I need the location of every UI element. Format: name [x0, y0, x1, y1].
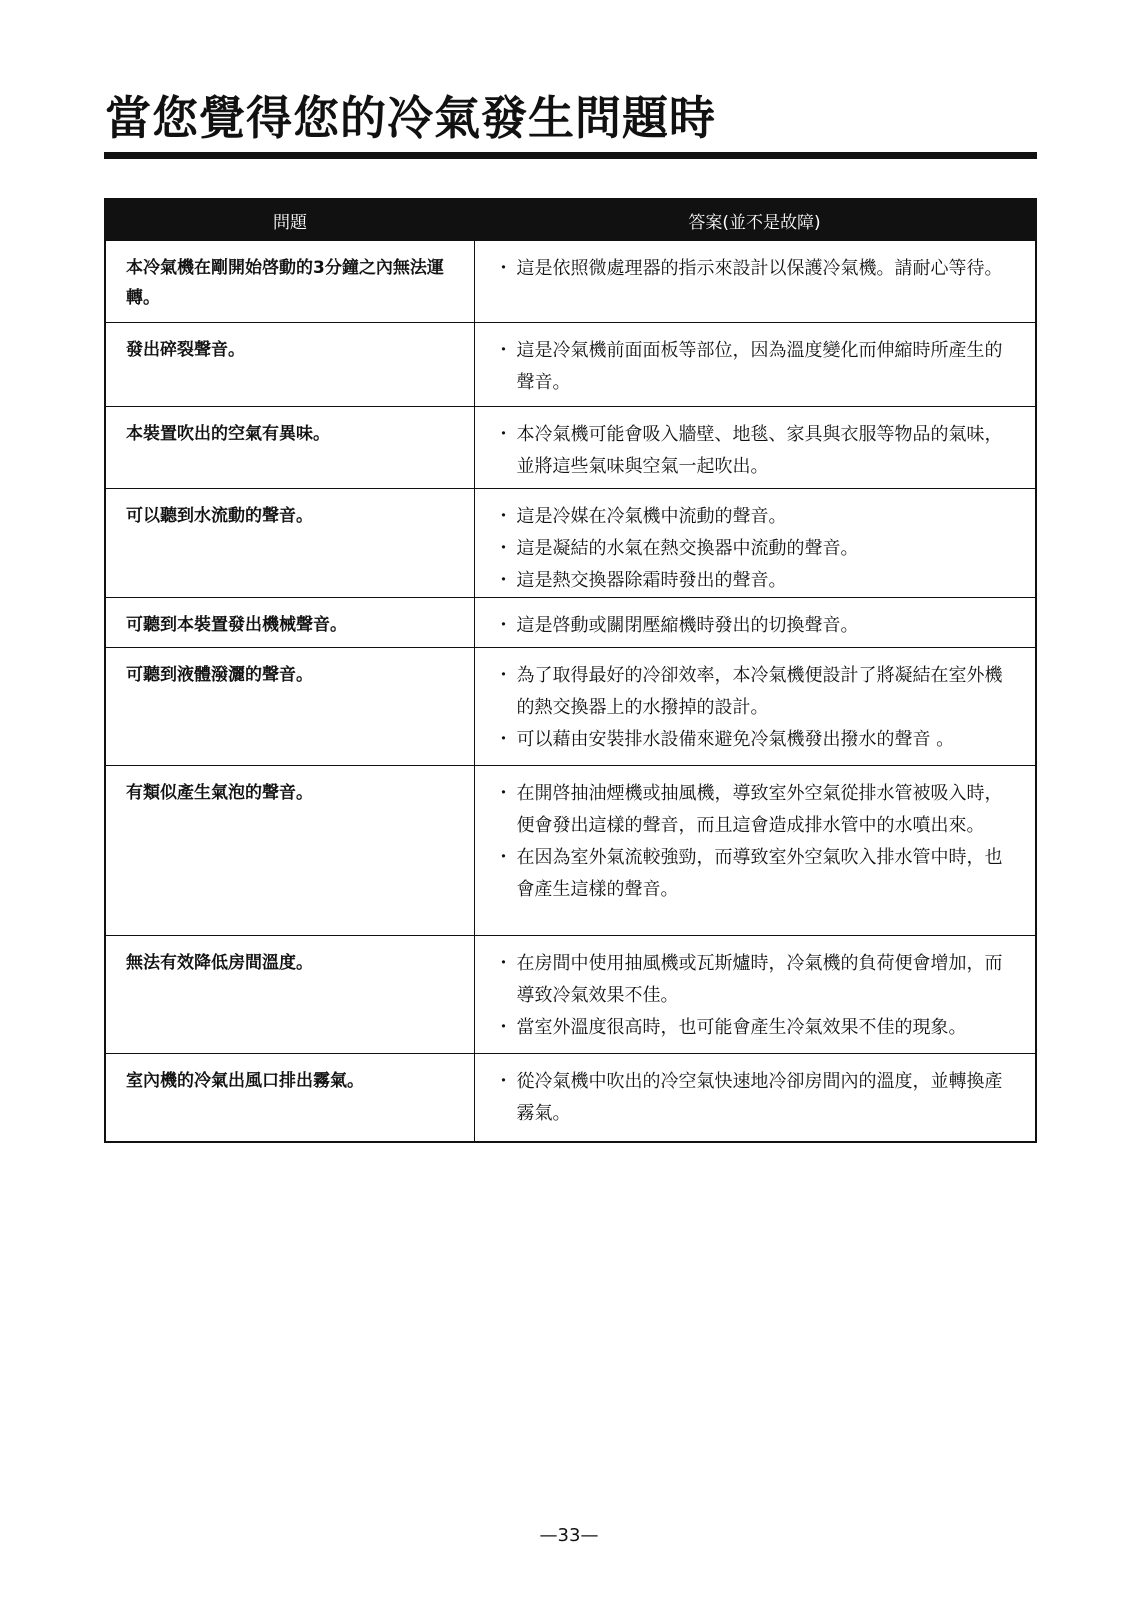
- bullet-mark: ・: [494, 615, 513, 636]
- answer-cell: [474, 323, 1036, 407]
- answer-item: [495, 842, 1016, 906]
- answer-cell: [474, 648, 1036, 766]
- bullet-mark: ・: [494, 424, 513, 445]
- table-row: [105, 323, 1036, 407]
- answer-cell: [474, 766, 1036, 936]
- answer-item: [495, 610, 1016, 642]
- answer-text: 這是依照微處理器的指示來設計以保護冷氣機。請耐心等待。: [516, 258, 1003, 279]
- answer-text: 在開啓抽油煙機或抽風機，導致室外空氣從排水管被吸入時，便會發出這樣的聲音，而且這會造成排水管中的水噴出來。: [516, 783, 1003, 836]
- table-row: [105, 1054, 1036, 1142]
- answer-item: [495, 778, 1016, 842]
- answer-text: 當室外溫度很高時，也可能會產生冷氣效果不佳的現象。: [516, 1017, 967, 1038]
- question-cell: 無法有效降低房間溫度。: [105, 936, 474, 1054]
- bullet-mark: ・: [494, 506, 513, 527]
- question-cell: 可聽到液體潑灑的聲音。: [105, 648, 474, 766]
- answer-item: [495, 1066, 1016, 1130]
- question-cell: 發出碎裂聲音。: [105, 323, 474, 407]
- table-row: [105, 489, 1036, 598]
- bullet-mark: ・: [494, 847, 513, 868]
- title-underline: [104, 152, 1037, 159]
- bullet-mark: ・: [494, 1071, 513, 1092]
- question-cell: 室內機的冷氣出風口排出霧氣。: [105, 1054, 474, 1142]
- bullet-mark: ・: [494, 258, 513, 279]
- answer-item: [495, 501, 1016, 533]
- answer-item: [495, 533, 1016, 565]
- answer-item: [495, 1012, 1016, 1044]
- answer-text: 本冷氣機可能會吸入牆壁、地毯、家具與衣服等物品的氣味，並將這些氣味與空氣一起吹出。: [516, 424, 1003, 477]
- bullet-mark: ・: [494, 665, 513, 686]
- question-cell: 有類似產生氣泡的聲音。: [105, 766, 474, 936]
- answer-text: 這是凝結的水氣在熱交換器中流動的聲音。: [516, 538, 859, 559]
- column-header-answer: 答案(並不是故障): [474, 199, 1036, 241]
- question-cell: 本裝置吹出的空氣有異味。: [105, 407, 474, 489]
- answer-text: 在房間中使用抽風機或瓦斯爐時，冷氣機的負荷便會增加，而導致冷氣效果不佳。: [516, 953, 1003, 1006]
- answer-item: [495, 419, 1016, 483]
- table-row: [105, 766, 1036, 936]
- answer-cell: [474, 598, 1036, 648]
- answer-item: [495, 335, 1016, 399]
- answer-text: 這是啓動或關閉壓縮機時發出的切換聲音。: [516, 615, 859, 636]
- table-row: [105, 648, 1036, 766]
- question-cell: 可以聽到水流動的聲音。: [105, 489, 474, 598]
- bullet-mark: ・: [494, 538, 513, 559]
- question-cell: 本冷氣機在剛開始啓動的3分鐘之內無法運轉。: [105, 241, 474, 323]
- table-row: [105, 936, 1036, 1054]
- answer-cell: [474, 1054, 1036, 1142]
- bullet-mark: ・: [494, 340, 513, 361]
- table-header-row: [105, 199, 1036, 241]
- column-header-question: 問題: [105, 199, 474, 241]
- answer-text: 可以藉由安裝排水設備來避免冷氣機發出撥水的聲音 。: [516, 729, 955, 750]
- answer-cell: [474, 407, 1036, 489]
- answer-text: 這是冷媒在冷氣機中流動的聲音。: [516, 506, 787, 527]
- bullet-mark: ・: [494, 783, 513, 804]
- answer-item: [495, 724, 1016, 756]
- answer-cell: [474, 241, 1036, 323]
- table-row: [105, 407, 1036, 489]
- answer-item: [495, 948, 1016, 1012]
- question-cell: 可聽到本裝置發出機械聲音。: [105, 598, 474, 648]
- page-title: 當您覺得您的冷氣發生問題時: [105, 91, 716, 145]
- bullet-mark: ・: [494, 570, 513, 591]
- bullet-mark: ・: [494, 729, 513, 750]
- page-number: —33—: [539, 1525, 599, 1546]
- answer-item: [495, 565, 1016, 597]
- answer-cell: [474, 936, 1036, 1054]
- answer-text: 這是熱交換器除霜時發出的聲音。: [516, 570, 787, 591]
- table-body: [105, 241, 1036, 1142]
- answer-item: [495, 660, 1016, 724]
- troubleshooting-table: [104, 198, 1037, 1143]
- answer-text: 在因為室外氣流較強勁，而導致室外空氣吹入排水管中時，也會產生這樣的聲音。: [516, 847, 1003, 900]
- table-row: [105, 241, 1036, 323]
- answer-cell: [474, 489, 1036, 598]
- answer-text: 為了取得最好的冷卻效率，本冷氣機便設計了將凝結在室外機的熱交換器上的水撥掉的設計。: [516, 665, 1003, 718]
- answer-text: 從冷氣機中吹出的冷空氣快速地冷卻房間內的溫度，並轉換產霧氣。: [516, 1071, 1003, 1124]
- bullet-mark: ・: [494, 1017, 513, 1038]
- bullet-mark: ・: [494, 953, 513, 974]
- answer-text: 這是冷氣機前面面板等部位，因為溫度變化而伸縮時所產生的聲音。: [516, 340, 1003, 393]
- table-row: [105, 598, 1036, 648]
- answer-item: [495, 253, 1016, 285]
